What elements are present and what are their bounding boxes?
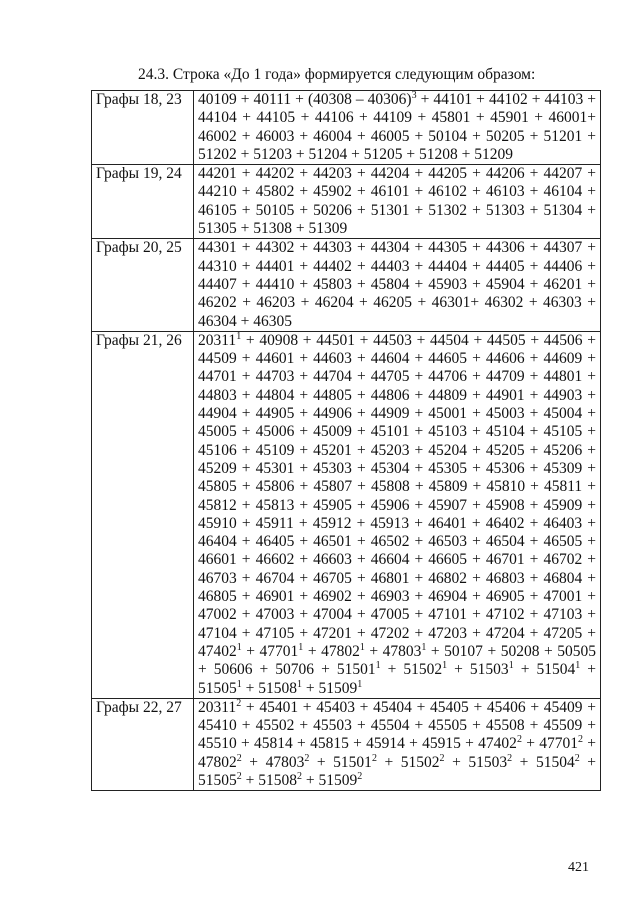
table-row — [92, 165, 601, 239]
row-codes: 44201 + 44202 + 44203 + 44204 + 44205 + 44206 + 44207 + 44210 + 45802 + 45902 + 46101 + 46102 + 46103 + 46104 + 46105 + 50105 + 50206 + 51301 + 51302 + 51303 + 51304 + 51305 + 51308 + 51309 — [194, 165, 601, 239]
table-row — [92, 239, 601, 331]
row-codes: 40109 + 40111 + (40308 – 40306)$^3$ + 44101 + 44102 + 44103 + 44104 + 44105 + 44106 + 44109 + 45801 + 45901 + 46001+ 46002 + 46003 + 46004 + 46005 + 50104 + 50205 + 51201 + 51202 + 51203 + 51204 + 51205 + 51208 + 51209 — [194, 91, 601, 165]
row-label: Графы 20, 25 — [92, 239, 194, 331]
row-label: Графы 21, 26 — [92, 331, 194, 698]
account-codes-table — [91, 90, 601, 791]
table-row — [92, 698, 601, 790]
row-codes: 44301 + 44302 + 44303 + 44304 + 44305 + 44306 + 44307 + 44310 + 44401 + 44402 + 44403 + 44404 + 44405 + 44406 + 44407 + 44410 + 45803 + 45804 + 45903 + 45904 + 46201 + 46202 + 46203 + 46204 + 46205 + 46301+ 46302 + 46303 + 46304 + 46305 — [194, 239, 601, 331]
row-label: Графы 19, 24 — [92, 165, 194, 239]
row-label: Графы 22, 27 — [92, 698, 194, 790]
row-codes: $20311^1 + 40908 + 44501 + 44503 + 44504 + 44505 + 44506 + 44509 + 44601 + 44603 + 44604 + 44605 + 44606 + 44609 + 44701 + 44703 + 44704 + 44705 + 44706 + 44709 + 44801 + 44803 + 44804 + 44805 + 44806 + 44809 + 44901 + 44903 + 44904 + 44905 + 44906$ + 44909 + 45001 + 45003 + 45004 + 45005 + 45006 + 45009 + 45101 + 45103 + 45104 + 45105 + 45106 + 45109 + 45201 + 45203 + 45204 + 45205 + 45206 + 45209 + 45301 + 45303 + 45304 + 45305 + 45306 + 45309 + 45805 + 45806 + 45807 + 45808 + 45809 + 45810 + 45811 + 45812 + 45813 + 45905 + 45906 + 45907 + 45908 + 45909 + 45910 + 45911 + 45912 + 45913 + 46401 + 46402 + 46403 + 46404 + 46405 + 46501 + 46502 + 46503 + 46504 + 46505 + 46601 + 46602 + 46603 + 46604 + 46605 + 46701 + 46702 + 46703 + 46704 + 46705 + 46801 + 46802 + 46803 + 46804 + 46805 + 46901 + 46902 + 46903 + 46904 + 46905 + $47001 + 47002 + 47003 + 47004 + 47005 + 47101 + 47102 + 47103 + 47104 + 47105 + 47201 + 47202 + 47203 + 47204 + 47205 + 47402^1 + 47701^1 + 47802^1 + 47803^1 + 50107 + 50208 + 50505 + 50606 + 50706 + 51501^1 + 51502^1 + 51503^1 + 51504^1 + 51505^1 + 51508^1 + 51509^1$ — [194, 331, 601, 698]
page-number: 421 — [568, 860, 589, 875]
table-row — [92, 91, 601, 165]
table-row — [92, 331, 601, 698]
row-label: Графы 18, 23 — [92, 91, 194, 165]
row-codes: $20311^2 + 45401 + 45403 + 45404 + 45405 + 45406 + 45409 + 45410 + 45502 + 45503 + 45504 + 45505 + 45508 + 45509 + 45510 + 45814 + 45815 + 45914 + 45915 + 47402^2 + 47701^2 + 47802^2 + 47803^2 + 51501^2 + 51502^2 + 51503^2 + 51504^2 + 51505^2 + 51508^2 + 51509^2$ — [194, 698, 601, 790]
section-heading: 24.3. Строка «До 1 года» формируется следующим образом: — [138, 66, 536, 83]
